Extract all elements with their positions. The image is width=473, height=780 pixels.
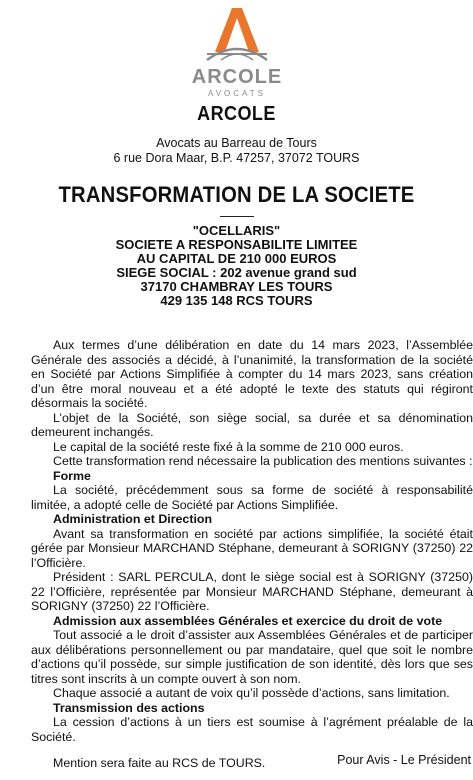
paragraph-forme: La société, précédemment sous sa forme de société à responsabilité limitée, a adopté celle de Société par Actions Simplifiée. [31,483,473,512]
firm-name: ARCOLE [197,103,276,125]
arcole-logo-mark [177,4,297,104]
company-seat: SIEGE SOCIAL : 202 avenue grand sud [116,265,357,280]
paragraph-publication: Cette transformation rend nécessaire la publication des mentions suivantes : [53,454,473,468]
signature: Pour Avis - Le Président [337,753,471,767]
paragraph-president: Président : SARL PERCULA, dont le siège social est à SORIGNY (37250) 22 l’Officière, représentée par Monsieur MARCHAND Stéphane, demeurant à SORIGNY (37250) 22 l’Officière. [31,570,473,613]
heading-assemblees: Admission aux assemblées Générales et exercice du droit de vote [53,613,443,628]
company-name: "OCELLARIS" [192,223,281,238]
company-capital: AU CAPITAL DE 210 000 EUROS [136,251,337,266]
company-city: 37170 CHAMBRAY LES TOURS [140,279,333,294]
heading-transmission: Transmission des actions [53,700,205,715]
paragraph-voix: Chaque associé a autant de voix qu’il possède d’actions, sans limitation. [53,686,450,700]
paragraph-transmission: La cession d’actions à un tiers est soumise à l’agrément préalable de la Société. [31,715,473,744]
company-form: SOCIETE A RESPONSABILITE LIMITEE [115,237,358,252]
paragraph-objet: L’objet de la Société, son siège social, sa durée et sa dénomination demeurent inchangés. [31,410,473,439]
arcole-logo [0,4,473,104]
company-rcs: 429 135 148 RCS TOURS [160,293,313,308]
paragraph-assemblees: Tout associé a le droit d’assister aux Assemblées Générales et de participer aux délibérations personnellement ou par mandataire, quel que soit le nombre d’actions qu’il possède, sur simple justification de son identité, dès lors que ses titres sont inscrits à un compte ouvert à son nom. [31,628,473,686]
notice-title: TRANSFORMATION DE LA SOCIETE [58,182,415,207]
title-divider [220,216,254,217]
notice-body [31,338,473,771]
paragraph-deliberation: Aux termes d’une délibération en date du 14 mars 2023, l’Assemblée Générale des associés a décidé, à l’unanimité, la transformation de la société en Société par Actions Simplifiée à compter du 14 mars 2023, sans création d’un être moral nouveau et a été adopté le texte des statuts qui régiront désormais la société. [31,338,473,410]
paragraph-administration: Avant sa transformation en société par actions simplifiée, la société était gérée par Monsieur MARCHAND Stéphane, demeurant à SORIGNY (37250) 22 l’Officière. [31,526,473,570]
paragraph-rcs: Mention sera faite au RCS de TOURS. [53,756,266,770]
paragraph-capital: Le capital de la société reste fixé à la somme de 210 000 euros. [53,439,404,454]
firm-address: 6 rue Dora Maar, B.P. 47257, 37072 TOURS [113,151,360,165]
logo-subtitle: AVOCATS [207,89,266,98]
heading-forme: Forme [53,468,91,483]
firm-description: Avocats au Barreau de Tours [156,136,317,150]
heading-administration: Administration et Direction [53,512,213,526]
logo-name: ARCOLE [191,66,282,88]
